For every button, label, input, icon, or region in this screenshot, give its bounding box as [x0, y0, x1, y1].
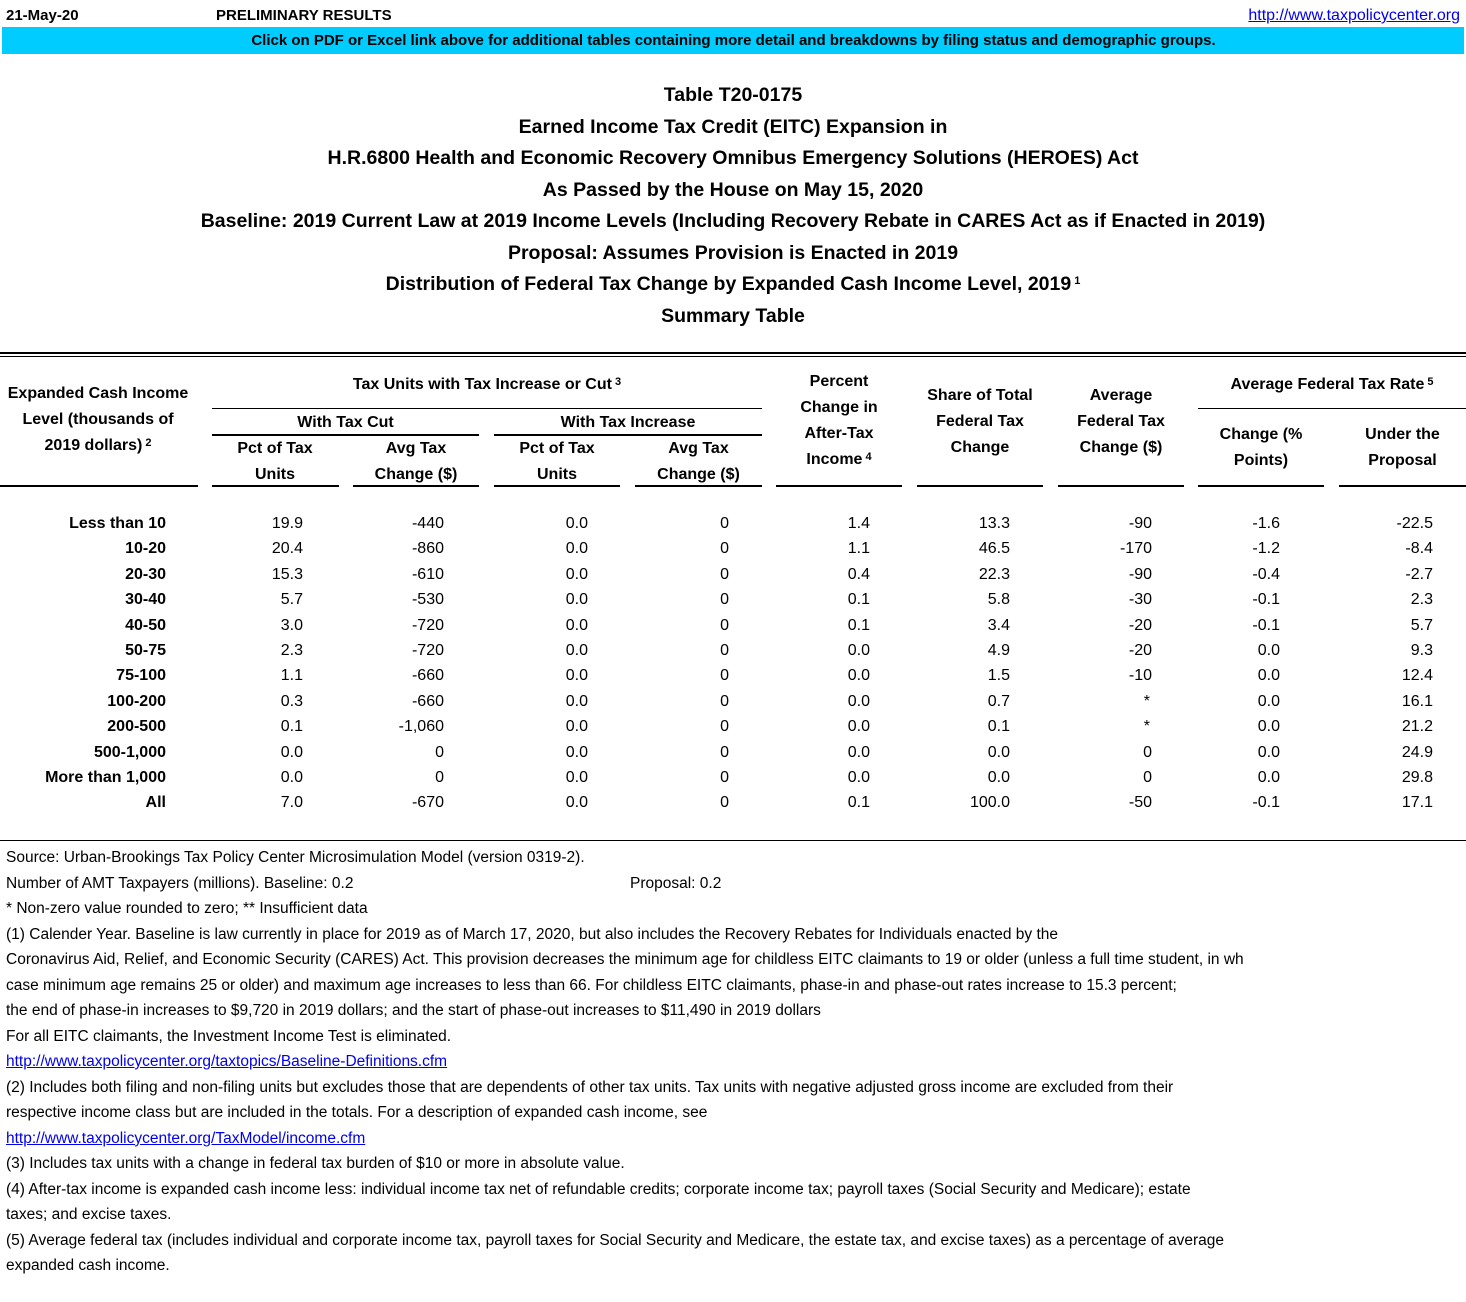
table-row-total: All 7.0 -670 0.0 0 0.1 100.0 -50 -0.1 17.1 [145, 794, 1433, 812]
row-label: More than 1,000 [45, 768, 166, 786]
row-label: 200-500 [107, 718, 166, 736]
income-definition-link[interactable]: http://www.taxpolicycenter.org/TaxModel/income.cfm [6, 1129, 366, 1147]
col-rule [0, 485, 198, 487]
col-header-inc-pct: Pct of Tax Units [519, 440, 595, 483]
footnote-4: (4) After-tax income is expanded cash income less: individual income tax net of refundable credits; corporate income tax; payroll taxes (Social Security and Medicare); estate [6, 1180, 1191, 1198]
row-label: 50-75 [125, 641, 166, 659]
col-rule [1058, 485, 1184, 487]
col-rule [1198, 485, 1324, 487]
footnote-5: (5) Average federal tax (includes individual and corporate income tax, payroll taxes for Social Security and Medicare, the estate tax, and excise taxes) as a percentage of average [6, 1231, 1224, 1249]
row-label: 75-100 [116, 667, 166, 685]
header-rule-top [0, 352, 1466, 354]
col-header-rate-under: Under the Proposal [1365, 426, 1440, 469]
header-rule-top-inner [0, 356, 1466, 357]
group-rule [212, 408, 762, 409]
table-row: 20-30 15.3 -610 0.0 0 0.4 22.3 -90 -0.4 -2.7 [125, 565, 1433, 583]
footnote-2: (2) Includes both filing and non-filing units but excludes those that are dependents of other tax units. Tax units with negative adjusted gross income are excluded from their [6, 1078, 1174, 1096]
info-banner: Click on PDF or Excel link above for additional tables containing more detail and breakdowns by filing status and demographic groups. [2, 27, 1464, 54]
proposal-title: Proposal: Assumes Provision is Enacted in 2019 [507, 241, 959, 264]
table-id: Table T20-0175 [663, 84, 803, 106]
row-label: All [145, 794, 166, 812]
table-row: 50-75 2.3 -720 0.0 0 0.0 4.9 -20 0.0 9.3 [125, 641, 1433, 659]
baseline-title: Baseline: 2019 Current Law at 2019 Income Levels (Including Recovery Rebate in CARES Act as if Enacted in 2019) [200, 210, 1266, 232]
table-row: 100-200 0.3 -660 0.0 0 0.0 0.7 * 0.0 16.1 [107, 692, 1433, 710]
col-header-rate-change: Change (% Points) [1219, 426, 1303, 469]
col-header-cut-avg: Avg Tax Change ($) [374, 440, 458, 483]
footnote-1: (1) Calender Year. Baseline is law currently in place for 2019 as of March 17, 2020, but also includes the Recovery Rebates for Individuals enacted by the [6, 925, 1059, 943]
title-line-1: Earned Income Tax Credit (EITC) Expansion in [518, 115, 948, 138]
col-header-inc-avg: Avg Tax Change ($) [657, 440, 740, 483]
col-group-with-tax-increase: With Tax Increase [560, 414, 696, 431]
col-header-share-total: Share of Total Federal Tax Change [927, 387, 1033, 456]
row-label: 40-50 [125, 616, 166, 634]
col-rule [1339, 485, 1466, 487]
col-rule [917, 485, 1043, 487]
col-group-avg-rate: Average Federal Tax Rate $^5$ [1230, 376, 1434, 393]
distribution-title: Distribution of Federal Tax Change by Expanded Cash Income Level, 2019 $^1$ [385, 273, 1081, 295]
table-row: 500-1,000 0.0 0 0.0 0 0.0 0.0 0 0.0 24.9 [93, 743, 1433, 761]
table-titles [0, 80, 1466, 332]
row-label: 30-40 [125, 591, 166, 609]
table-row: 40-50 3.0 -720 0.0 0 0.1 3.4 -20 -0.1 5.7 [125, 616, 1433, 634]
group-rule [1198, 408, 1466, 409]
data-table-body [0, 513, 1466, 818]
title-line-3: As Passed by the House on May 15, 2020 [542, 178, 924, 201]
footnote-ref: 1 [1074, 275, 1081, 287]
col-header-income-level: Expanded Cash Income Level (thousands of 2019 dollars) $^2$ [7, 385, 189, 454]
row-label: 10-20 [125, 540, 166, 558]
col-rule [635, 485, 762, 487]
footnotes: Source: Urban-Brookings Tax Policy Center Microsimulation Model (version 0319-2). Number of AMT Taxpayers (millions). Baseline: 0.2 Proposal: 0.2 * Non-zero value rounded to zero; ** Insufficient data (1) Calender Year. Baseline is law currently in place for 2019 as of March 17, 2020, but also includes the Recovery Rebates for Individuals enacted by the Coronavirus Aid, Relief, and Economic Security (CARES) Act. This provision decreases the minimum age for childless EITC claimants to 19 or older (unless a full time student, in wh case minimum age remains 25 or older) and maximum age increases to less than 66. For childless EITC claimants, phase-in and phase-out rates increase to 15.3 percent; the end of phase-in increases to $9,720 in 2019 dollars; and the start of phase-out increases to $11,490 in 2019 dollars For all EITC claimants, the Investment Income Test is eliminated. http://www.taxpolicycenter.org/taxtopics/Baseline-Definitions.cfm (2) Includes both filing and non-filing units but excludes those that are dependents of other tax units. Tax units with negative adjusted gross income are excluded from their respective income class but are included in the totals. For a description of expanded cash income, see http://www.taxpolicycenter.org/TaxModel/income.cfm (3) Includes tax units with a change in federal tax burden of $10 or more in absolute value. (4) After-tax income is expanded cash income less: individual income tax net of refundable credits; corporate income tax; payroll taxes (Social Security and Medicare); estate taxes; and excise taxes. (5) Average federal tax (includes individual and corporate income tax, payroll taxes for Social Security and Medicare, the estate tax, and excise taxes) as a percentage of average expanded cash income. [6, 845, 1466, 1279]
table-row: Less than 10 19.9 -440 0.0 0 1.4 13.3 -90 -1.6 -22.5 [69, 515, 1433, 532]
col-group-tax-units: Tax Units with Tax Increase or Cut $^3$ [352, 376, 622, 393]
row-label: 20-30 [125, 565, 166, 583]
table-row: More than 1,000 0.0 0 0.0 0 0.0 0.0 0 0.0 29.8 [45, 768, 1433, 786]
row-label: 100-200 [107, 692, 166, 710]
row-label: 500-1,000 [93, 743, 166, 761]
table-row: 200-500 0.1 -1,060 0.0 0 0.0 0.1 * 0.0 21.2 [107, 718, 1433, 736]
top-bar [0, 0, 1466, 26]
col-group-with-tax-cut: With Tax Cut [297, 414, 394, 431]
baseline-definitions-link[interactable]: http://www.taxpolicycenter.org/taxtopics/Baseline-Definitions.cfm [6, 1053, 448, 1070]
site-link[interactable]: http://www.taxpolicycenter.org [1248, 7, 1460, 24]
col-header-cut-pct: Pct of Tax Units [237, 440, 313, 483]
table-row: 75-100 1.1 -660 0.0 0 0.0 1.5 -10 0.0 12.4 [116, 667, 1433, 685]
summary-title: Summary Table [661, 304, 805, 327]
col-rule [494, 485, 620, 487]
col-header-avg-fed-change: Average Federal Tax Change ($) [1077, 387, 1165, 456]
col-rule [212, 485, 339, 487]
footnote-3: (3) Includes tax units with a change in federal tax burden of $10 or more in absolute value. [6, 1155, 625, 1172]
row-label: Less than 10 [69, 515, 166, 532]
col-rule [776, 485, 902, 487]
report-date: 21-May-20 [6, 7, 79, 24]
preliminary-label: PRELIMINARY RESULTS [216, 7, 392, 24]
title-line-2: H.R.6800 Health and Economic Recovery Omnibus Emergency Solutions (HEROES) Act [327, 147, 1139, 169]
col-rule [353, 485, 479, 487]
col-header-pct-after-tax: Percent Change in After-Tax Income $^4$ [800, 373, 878, 468]
table-row: 30-40 5.7 -530 0.0 0 0.1 5.8 -30 -0.1 2.3 [125, 591, 1433, 609]
table-bottom-rule [0, 840, 1466, 841]
source-note: Source: Urban-Brookings Tax Policy Center Microsimulation Model (version 0319-2). [6, 849, 585, 866]
table-row: 10-20 20.4 -860 0.0 0 1.1 46.5 -170 -1.2 -8.4 [125, 540, 1433, 558]
amt-note: Number of AMT Taxpayers (millions). Baseline: 0.2 Proposal: 0.2 [6, 874, 722, 892]
legend-note: * Non-zero value rounded to zero; ** Insufficient data [6, 900, 368, 917]
